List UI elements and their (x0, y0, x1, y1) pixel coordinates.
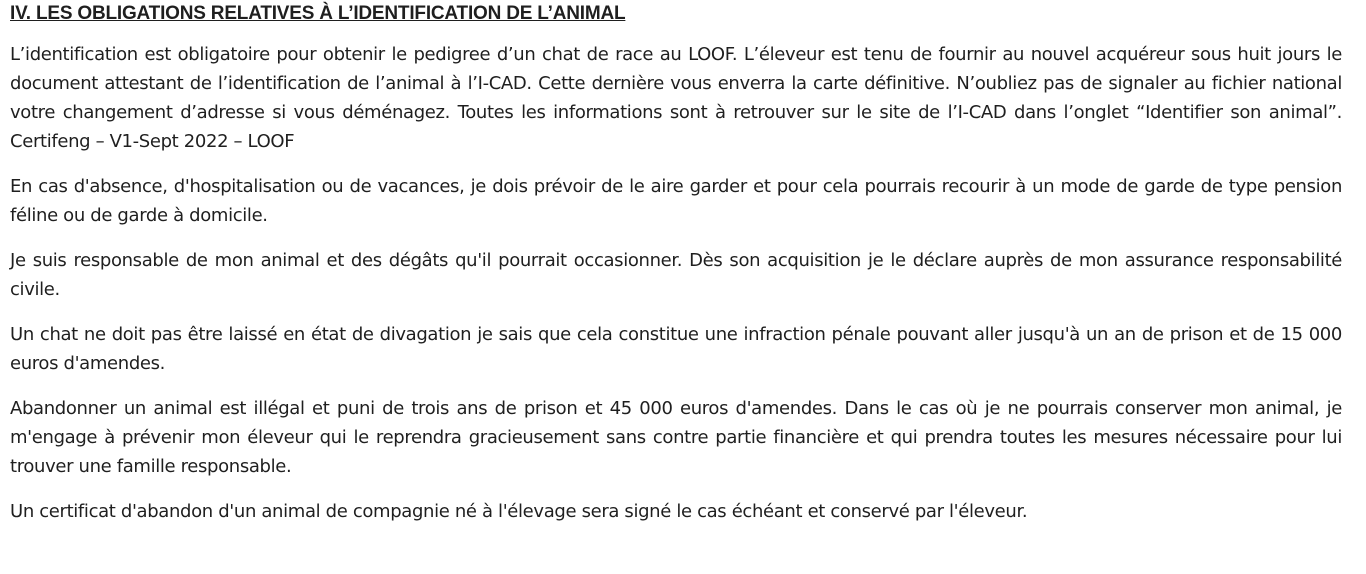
paragraph-absence: En cas d'absence, d'hospitalisation ou de vacances, je dois prévoir de le aire garder et pour cela pourrais recourir à un mode de garde de type pension féline ou de garde à domicile. (10, 176, 1342, 226)
section-title: IV. LES OBLIGATIONS RELATIVES À L’IDENTIFICATION DE L’ANIMAL (10, 3, 626, 24)
paragraph-identification: L’identification est obligatoire pour obtenir le pedigree d’un chat de race au LOOF. L’éleveur est tenu de fournir au nouvel acquéreur sous huit jours le document attestant de l’identification de l’animal à l’I-CAD. Cette dernière vous enverra la carte définitive. N’oubliez pas de signaler au fichier national votre changement d’adresse si vous déménagez. Toutes les informations sont à retrouver sur le site de l’I-CAD dans l’onglet “Identifier son animal”. Certifeng – V1-Sept 2022 – LOOF (10, 44, 1342, 152)
paragraph-abandonment-certificate: Un certificat d'abandon d'un animal de compagnie né à l'élevage sera signé le cas échéant et conservé par l'éleveur. (10, 501, 1028, 522)
paragraph-responsibility: Je suis responsable de mon animal et des dégâts qu'il pourrait occasionner. Dès son acquisition je le déclare auprès de mon assurance responsabilité civile. (10, 250, 1342, 300)
paragraph-divagation: Un chat ne doit pas être laissé en état de divagation je sais que cela constitue une infraction pénale pouvant aller jusqu'à un an de prison et de 15 000 euros d'amendes. (10, 324, 1342, 374)
document-page (0, 2, 1366, 526)
paragraph-abandonment: Abandonner un animal est illégal et puni de trois ans de prison et 45 000 euros d'amendes. Dans le cas où je ne pourrais conserver mon animal, je m'engage à prévenir mon éleveur qui le reprendra gracieusement sans contre partie financière et qui prendra toutes les mesures nécessaire pour lui trouver une famille responsable. (10, 398, 1342, 477)
